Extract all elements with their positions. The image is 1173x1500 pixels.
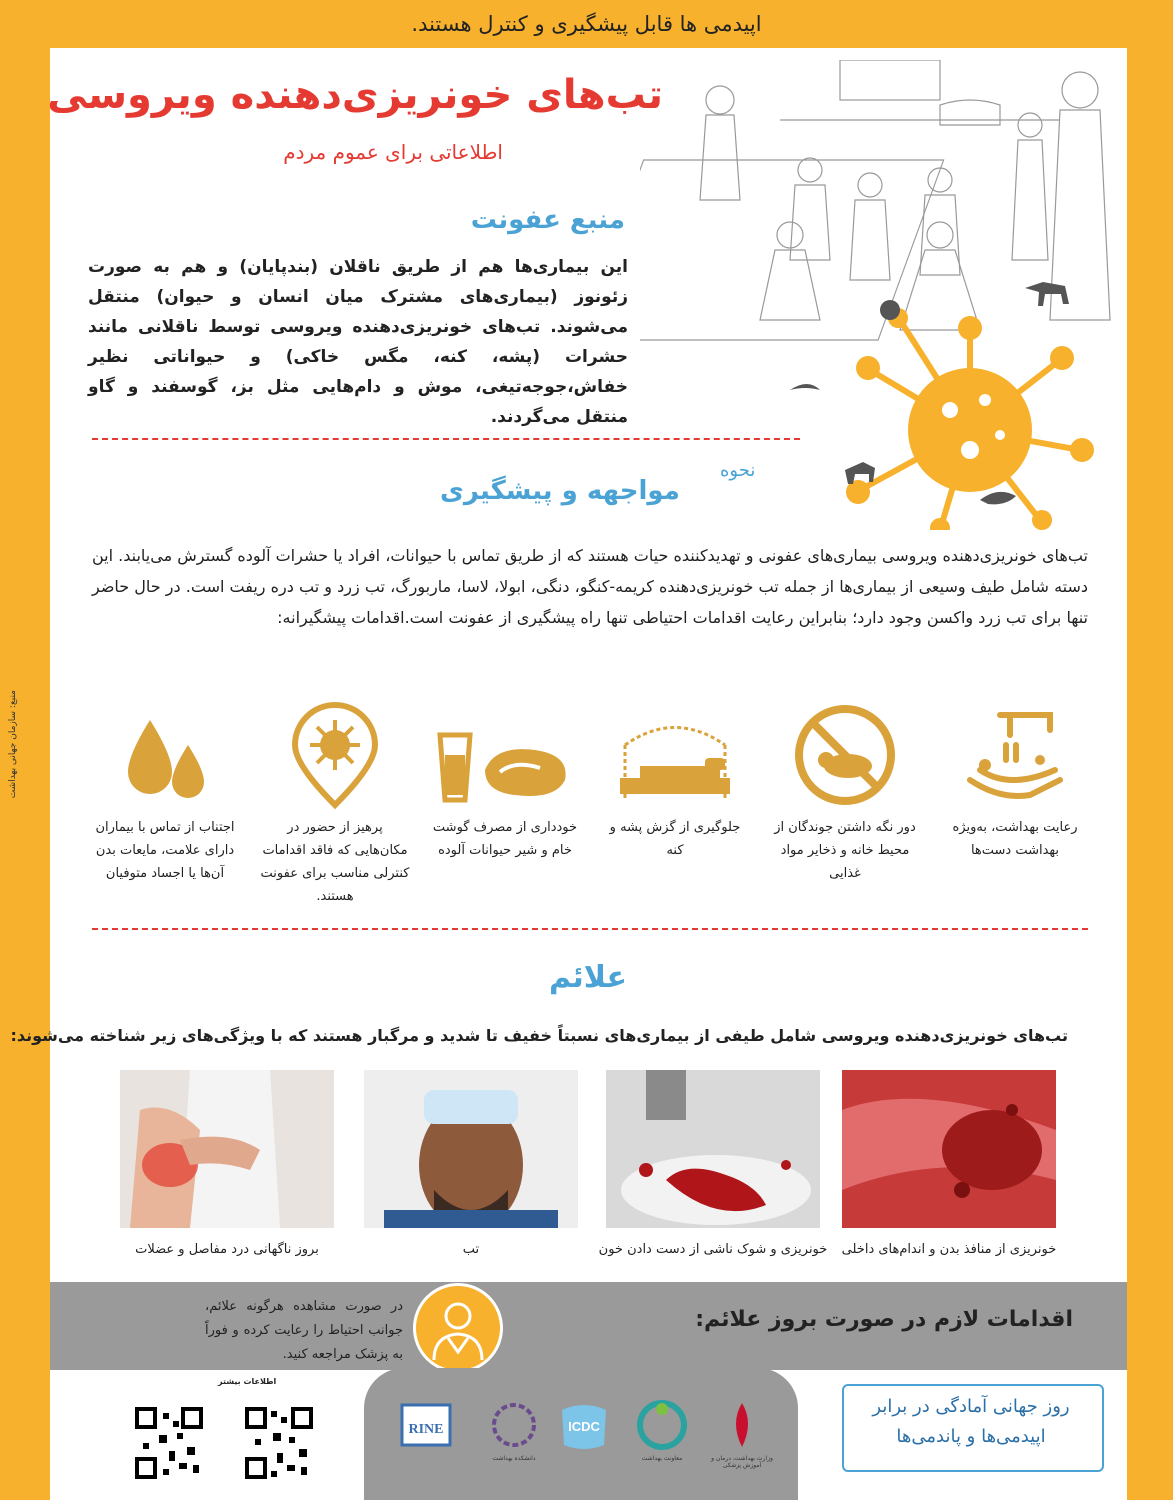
section-divider-1 <box>92 438 800 440</box>
prevention-item-label: پرهیز از حضور در مکان‌هایی که فاقد اقدامات کنترلی مناسب برای عفونت هستند. <box>260 820 410 904</box>
logo-caption: وزارت بهداشت، درمان و آموزش پزشکی <box>711 1455 773 1469</box>
source-credit: منبع: سازمان جهانی بهداشت <box>8 690 18 799</box>
prevention-text: تب‌های خونریزی‌دهنده ویروسی بیماری‌های عفونی و تهدیدکننده حیات هستند که از طریق تماس با حیوانات، افراد یا حشرات آلوده گسترش می‌یابند. این دسته شامل طیف وسیعی از بیماری‌ها از جمله تب خونریزی‌دهنده کریمه-کنگو، دنگی، ابولا، لاسا، ماربورگ، تب زرد و تب دره ریفت است. در حال حاضر تنها برای تب زرد واکسن وجود دارد؛ بنابراین رعایت اقدامات احتیاطی تنها راه پیشگیری از عفونت است.اقدامات پیشگیرانه: <box>92 546 1088 627</box>
top-banner: اپیدمی ها قابل پیشگیری و کنترل هستند. <box>411 12 762 36</box>
prevention-item <box>430 700 580 862</box>
logo-caption: دانشکده بهداشت <box>492 1455 536 1462</box>
symptoms-intro: تب‌های خونریزی‌دهنده ویروسی شامل طیفی از بیماری‌های نسبتاً خفیف تا شدید و مرگبار هستند که با ویژگی‌های زیر شناخته می‌شوند: <box>10 1026 1068 1045</box>
action-title: اقدامات لازم در صورت بروز علائم: <box>695 1307 1073 1332</box>
more-info-label: اطلاعات بیشتر <box>218 1377 277 1386</box>
bleeding-sink-image <box>606 1070 820 1228</box>
prevention-item <box>940 700 1090 862</box>
action-note: در صورت مشاهده هرگونه علائم، جوانب احتیاط را رعایت کرده و فوراً به پزشک مراجعه کنید. <box>205 1299 403 1362</box>
prevention-item-label: اجتناب از تماس با بیماران دارای علامت، مایعات بدن آن‌ها یا اجساد متوفیان <box>95 820 235 881</box>
symptom-label: خونریزی و شوک ناشی از دست دادن خون <box>598 1242 828 1257</box>
prevention-item <box>770 700 920 885</box>
prevention-item <box>600 700 750 862</box>
mosquito-net-bed-icon <box>610 700 740 810</box>
icdc-logo-text: ICDC <box>568 1419 600 1434</box>
deputy-health-icon <box>632 1395 692 1455</box>
rine-logo-icon <box>396 1395 456 1455</box>
qr-code[interactable] <box>243 1403 315 1483</box>
section-divider-2 <box>92 928 1088 930</box>
milk-and-meat-icon <box>435 700 575 810</box>
qr-code[interactable] <box>133 1403 205 1483</box>
prevention-item-label: خودداری از مصرف گوشت خام و شیر حیوانات آلوده <box>432 820 578 858</box>
fever-image <box>364 1070 578 1228</box>
icdc-icon <box>554 1395 614 1455</box>
prevention-item-label: رعایت بهداشت، به‌ویژه بهداشت دست‌ها <box>952 820 1078 858</box>
source-heading: منبع عفونت <box>470 205 625 235</box>
village-virus-illustration <box>640 60 1120 530</box>
virus-location-icon <box>280 700 390 810</box>
prevention-item <box>260 700 410 908</box>
no-rodent-icon <box>790 700 900 810</box>
iran-emblem-icon <box>712 1395 772 1455</box>
prevention-item-label: جلوگیری از گزش پشه و کنه <box>609 820 741 858</box>
prevention-heading-small: نحوه <box>720 460 756 481</box>
rine-logo-text: RINE <box>408 1422 444 1437</box>
joint-pain-image <box>120 1070 334 1228</box>
symptom-label: بروز ناگهانی درد مفاصل و عضلات <box>135 1242 319 1257</box>
page-title: تب‌های خونریزی‌دهنده ویروسی <box>47 72 663 118</box>
body-fluid-drops-icon <box>110 700 220 810</box>
campaign-text: روز جهانی آمادگی در برابر اپیدمی‌ها و پاندمی‌ها <box>872 1396 1070 1447</box>
prevention-item <box>90 700 240 885</box>
university-logo-icon <box>484 1395 544 1455</box>
bleeding-organs-image <box>842 1070 1056 1228</box>
page-subtitle: اطلاعاتی برای عموم مردم <box>283 140 503 164</box>
source-text: این بیماری‌ها هم از طریق ناقلان (بندپایان) و هم به صورت زئونوز (بیماری‌های مشترک میان انسان و حیوان) منتقل می‌شوند. تب‌های خونریزی‌دهنده ویروسی توسط ناقلانی مانند حشرات (پشه، کنه، مگس خاکی) و حیواناتی نظیر خفاش،جوجه‌تیغی، موش و دام‌هایی مثل بز، گوسفند و گاو منتقل می‌گردند. <box>88 257 628 427</box>
doctor-icon <box>413 1283 503 1373</box>
symptom-label: تب <box>462 1242 480 1257</box>
prevention-icons <box>90 700 1090 920</box>
logo-caption: معاونت بهداشت <box>641 1455 683 1462</box>
hand-washing-icon <box>960 700 1070 810</box>
prevention-heading: مواجهه و پیشگیری <box>440 476 680 506</box>
symptom-label: خونریزی از منافذ بدن و اندام‌های داخلی <box>841 1242 1057 1257</box>
prevention-item-label: دور نگه داشتن جوندگان از محیط خانه و ذخایر مواد غذایی <box>774 820 916 881</box>
symptoms-heading: علائم <box>548 960 627 995</box>
